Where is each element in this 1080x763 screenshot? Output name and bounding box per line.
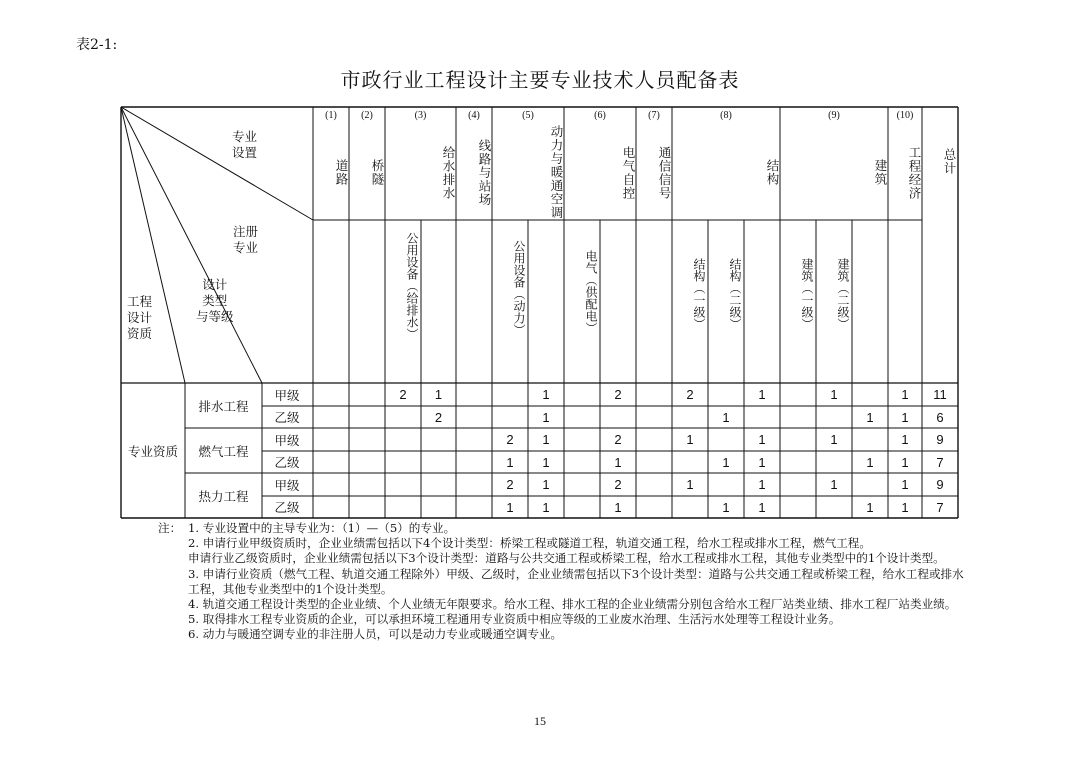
table-cell: 1: [542, 410, 550, 425]
table-cell: 7: [936, 455, 944, 470]
table-cell: 2: [614, 432, 622, 447]
column-header: 给水排水: [441, 145, 456, 200]
table-cell: 1: [686, 477, 694, 492]
note-prefix: [158, 597, 188, 612]
table-cell: 1: [722, 500, 730, 515]
table-cell: 1: [830, 387, 838, 402]
note-item: [158, 551, 968, 566]
column-number: (3): [414, 110, 427, 121]
registered-specialty-elec: 电气（供配电）: [584, 250, 598, 334]
table-cell: 1: [758, 477, 766, 492]
total-header: 总计: [942, 148, 957, 175]
table-cell: 1: [722, 455, 730, 470]
column-number: (10): [896, 110, 914, 121]
note-prefix: [158, 612, 188, 627]
table-cell: 1: [901, 410, 909, 425]
table-cell: 1: [542, 477, 550, 492]
column-number: (8): [720, 110, 732, 121]
note-item: [158, 597, 968, 612]
note-item: [158, 567, 968, 597]
note-text: 4. 轨道交通工程设计类型的企业业绩、个人业绩无年限要求。给水工程、排水工程的企业业绩需分别包含给水工程厂站类业绩、排水工程厂站类业绩。: [188, 597, 957, 612]
table-cell: 2: [614, 477, 622, 492]
grade-label: 甲级: [274, 432, 300, 448]
note-text: 2. 申请行业甲级资质时，企业业绩需包括以下4个设计类型：桥梁工程或隧道工程，轨道交通工程，给水工程或排水工程，燃气工程。: [188, 536, 871, 551]
registered-specialty-struct1: 结构（一级）: [692, 258, 706, 330]
column-header: 线路与站场: [477, 138, 492, 207]
notes: [158, 521, 968, 643]
table-label: 表2-1:: [76, 37, 118, 53]
table-cell: 9: [936, 477, 944, 492]
column-number: (9): [828, 110, 840, 121]
table-cell: 1: [722, 410, 730, 425]
page-number: 15: [534, 714, 546, 728]
diag-label-specialty: 专业 设置: [232, 129, 258, 160]
table-cell: 2: [434, 410, 443, 425]
table-cell: 1: [614, 455, 622, 470]
table-cell: 9: [936, 432, 944, 447]
column-number: (1): [325, 110, 337, 121]
table-cell: 2: [399, 387, 407, 402]
table-cell: 1: [866, 410, 874, 425]
registered-specialty-arch2: 建筑（二级）: [836, 258, 850, 330]
grade-label: 乙级: [274, 500, 300, 515]
group-label: 专业资质: [127, 443, 178, 459]
table-cell: 2: [506, 477, 514, 492]
column-header: 电气自控: [621, 145, 636, 200]
column-number: (4): [468, 110, 480, 121]
column-header: 通信信号: [657, 145, 672, 200]
table-cell: 1: [614, 500, 622, 515]
diag-label-design-type: 设计 类型 与等级: [196, 277, 234, 324]
table-cell: 6: [936, 410, 944, 425]
table-cell: 2: [506, 432, 514, 447]
table-cell: 1: [542, 432, 550, 447]
grade-label: 乙级: [274, 410, 300, 425]
note-text: 5. 取得排水工程专业资质的企业，可以承担环境工程通用专业资质中相应等级的工业废水治理、生活污水处理等工程设计业务。: [188, 612, 841, 627]
table-cell: 1: [901, 432, 909, 447]
grade-label: 甲级: [274, 387, 300, 403]
table-cell: 1: [758, 500, 766, 515]
table-cell: 1: [542, 387, 550, 402]
page-title: 市政行业工程设计主要专业技术人员配备表: [340, 68, 740, 92]
table-cell: 1: [506, 500, 514, 515]
table-cell: 1: [434, 387, 443, 402]
column-header: 建筑: [873, 159, 888, 186]
column-header: 道路: [334, 159, 349, 186]
table-cell: 1: [542, 500, 550, 515]
table-cell: 1: [901, 477, 909, 492]
note-text: 申请行业乙级资质时，企业业绩需包括以下3个设计类型：道路与公共交通工程或桥梁工程，给水工程或排水工程，其他专业类型中的1个设计类型。: [188, 551, 945, 566]
column-number: (5): [522, 110, 534, 121]
registered-specialty-struct2: 结构（二级）: [728, 258, 742, 330]
column-number: (6): [594, 110, 606, 121]
table-cell: 1: [830, 477, 838, 492]
table-cell: 1: [542, 455, 550, 470]
table-cell: 1: [758, 455, 766, 470]
table-cell: 1: [901, 455, 909, 470]
note-item: [158, 521, 968, 536]
note-text: 6. 动力与暖通空调专业的非注册人员，可以是动力专业或暖通空调专业。: [188, 627, 563, 642]
table-cell: 1: [758, 432, 766, 447]
table-cell: 1: [866, 500, 874, 515]
column-number: (7): [648, 110, 660, 121]
table-cell: 1: [901, 387, 909, 402]
grade-label: 乙级: [274, 455, 300, 470]
table-cell: 1: [866, 455, 874, 470]
registered-specialty-power: 公用设备（动力）: [512, 240, 526, 336]
note-item: [158, 627, 968, 642]
note-prefix: [158, 567, 188, 597]
table-cell: 1: [506, 455, 514, 470]
column-header: 动力与暖通空调: [549, 125, 564, 220]
note-item: [158, 536, 968, 551]
table-cell: 2: [686, 387, 694, 402]
note-prefix: [158, 536, 188, 551]
design-type-label: 燃气工程: [198, 444, 249, 459]
note-text: 3. 申请行业资质（燃气工程、轨道交通工程除外）甲级、乙级时，企业业绩需包括以下3个设计类型：道路与公共交通工程或桥梁工程，给水工程或排水工程，其他专业类型中的1个设计类型。: [188, 566, 964, 596]
table-cell: 2: [614, 387, 622, 402]
diag-label-qualification: 工程 设计 资质: [127, 294, 153, 341]
column-header: 结构: [765, 159, 780, 186]
note-text: 1. 专业设置中的主导专业为：（1）—（5）的专业。: [188, 521, 456, 535]
table-cell: 1: [758, 387, 766, 402]
column-header: 桥隧: [370, 159, 385, 186]
table-cell: 1: [686, 432, 694, 447]
table-cell: 1: [901, 500, 909, 515]
column-number: (2): [361, 110, 373, 121]
registered-specialty-arch1: 建筑（一级）: [800, 258, 814, 330]
table-cell: 1: [830, 432, 838, 447]
registered-specialty-water: 公用设备（给排水）: [405, 232, 419, 340]
note-prefix: [158, 551, 188, 566]
note-prefix: 注：: [158, 521, 182, 535]
design-type-label: 排水工程: [198, 399, 249, 414]
grade-label: 甲级: [274, 477, 300, 493]
note-item: [158, 612, 968, 627]
diag-label-registered: 注册 专业: [233, 224, 259, 255]
design-type-label: 热力工程: [198, 489, 249, 504]
table-cell: 7: [936, 500, 944, 515]
note-prefix: [158, 627, 188, 642]
column-header: 工程经济: [907, 145, 922, 200]
table-cell: 11: [933, 387, 947, 402]
